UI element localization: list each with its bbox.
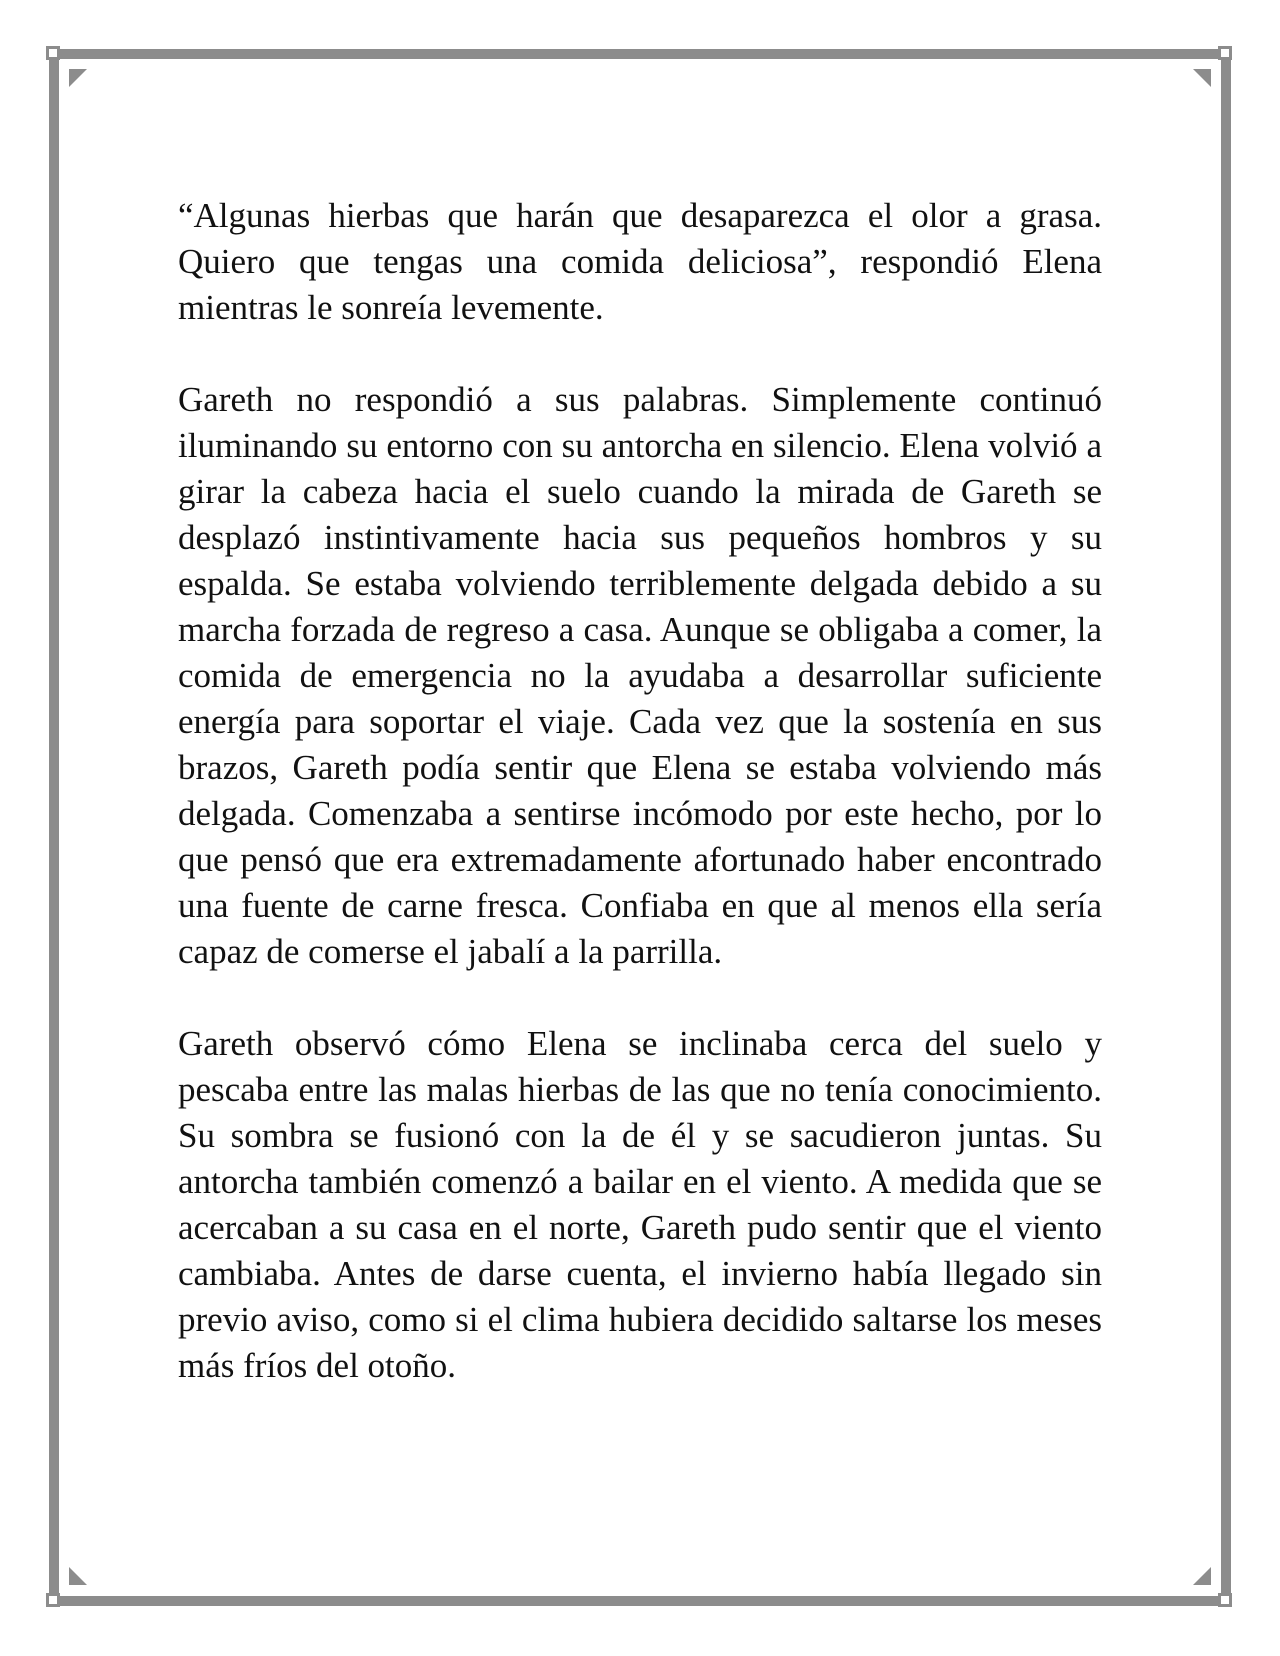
story-text: [178, 193, 1102, 1389]
frame-border-left: [49, 58, 59, 1598]
corner-triangle-bottom-left: [69, 1567, 87, 1585]
corner-triangle-bottom-right: [1193, 1567, 1211, 1585]
paragraph-3: Gareth observó cómo Elena se inclinaba cerca del suelo y pescaba entre las malas hierbas de las que no tenía conocimiento. Su sombra se fusionó con la de él y se sacudieron juntas. Su antorcha también comenzó a bailar en el viento. A medida que se acercaban a su casa en el norte, Gareth pudo sentir que el viento cambiaba. Antes de darse cuenta, el invierno había llegado sin previo aviso, como si el clima hubiera decidido saltarse los meses más fríos del otoño.: [178, 1024, 1102, 1385]
corner-ornament-top-left: [46, 46, 60, 60]
paragraph-1: “Algunas hierbas que harán que desaparezca el olor a grasa. Quiero que tengas una comida deliciosa”, respondió Elena mientras le sonreía levemente.: [178, 196, 1102, 327]
corner-triangle-top-left: [69, 69, 87, 87]
frame-border-top: [58, 49, 1222, 59]
corner-ornament-top-right: [1218, 46, 1232, 60]
frame-border-right: [1221, 58, 1231, 1598]
corner-ornament-bottom-left: [46, 1593, 60, 1607]
corner-triangle-top-right: [1193, 69, 1211, 87]
frame-border-bottom: [58, 1596, 1222, 1606]
paragraph-2: Gareth no respondió a sus palabras. Simplemente continuó iluminando su entorno con su antorcha en silencio. Elena volvió a girar la cabeza hacia el suelo cuando la mirada de Gareth se desplazó instintivamente hacia sus pequeños hombros y su espalda. Se estaba volviendo terriblemente delgada debido a su marcha forzada de regreso a casa. Aunque se obligaba a comer, la comida de emergencia no la ayudaba a desarrollar suficiente energía para soportar el viaje. Cada vez que la sostenía en sus brazos, Gareth podía sentir que Elena se estaba volviendo más delgada. Comenzaba a sentirse incómodo por este hecho, por lo que pensó que era extremadamente afortunado haber encontrado una fuente de carne fresca. Confiaba en que al menos ella sería capaz de comerse el jabalí a la parrilla.: [178, 380, 1102, 971]
corner-ornament-bottom-right: [1218, 1593, 1232, 1607]
